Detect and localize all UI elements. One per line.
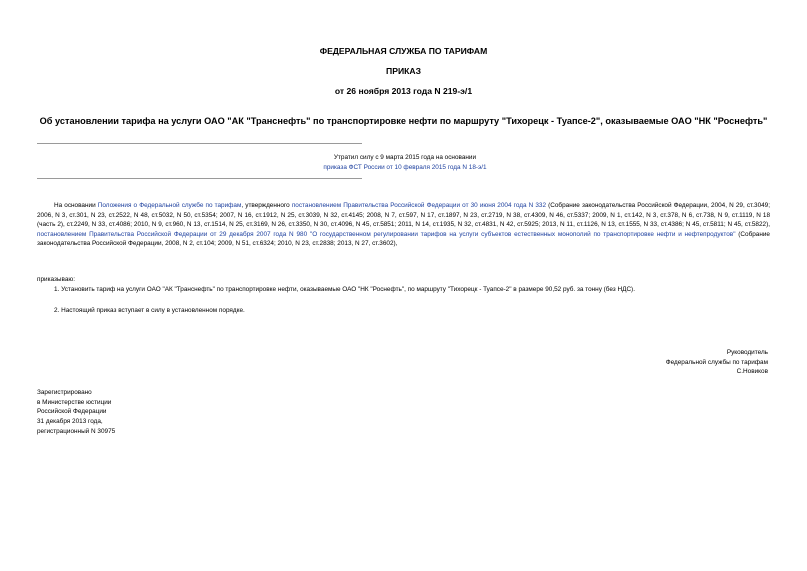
- bottom-divider: [37, 178, 362, 179]
- preamble-text-2: , утвержденного: [241, 202, 292, 209]
- document-type-heading: ПРИКАЗ: [386, 66, 421, 76]
- preamble-text-3: (Собрание законодательства Российской Федерации, 2004, N 29, ст.3049; 2006, N 3, ст.301, N 23, ст.2522, N 48, ст.5032, N 50, ст.5354; 2007, N 16, ст.1912, N 25, ст.3039, N 32, ст.4145; 2008, N 7, ст.597, N 17, ст.1897, N 23, ст.2719, N 38, ст.4309, N 46, ст.5337; 2009, N 1, ст.142, N 3, ст.378, N 6, ст.738, N 9, ст.1119, N 18 (часть 2), ст.2249, N 33, ст.4086; 2010, N 9, ст.960, N 13, ст.1514, N 25, ст.3169, N 26, ст.3350, N 30, ст.4096, N 45, ст.5851; 2011, N 14, ст.1935, N 32, ст.4831, N 42, ст.5925; 2013, N 11, ст.1126, N 13, ст.1555, N 33, ст.4386; N 45, ст.5811; N 45, ст.5822),: [37, 202, 771, 229]
- document-date-number: от 26 ноября 2013 года N 219-э/1: [334, 86, 473, 96]
- order-item-2: 2. Настоящий приказ вступает в силу в установленном порядке.: [54, 307, 245, 314]
- registration-line-3: Российской Федерации: [37, 408, 107, 416]
- registration-line-5: регистрационный N 30975: [37, 427, 116, 435]
- status-note-link[interactable]: приказа ФСТ России от 10 февраля 2015 года N 18-э/1: [323, 163, 487, 171]
- top-divider: [37, 143, 362, 144]
- document-title: Об установлении тарифа на услуги ОАО "АК "Транснефть" по транспортировке нефти по маршруту "Тихорецк - Туапсе-2", оказываемые ОАО "НК "Роснефть": [39, 116, 768, 126]
- link-regulation-fst[interactable]: Положения о Федеральной службе по тарифам: [97, 202, 242, 209]
- preamble-text-1: На основании: [54, 202, 98, 209]
- registration-line-4: 31 декабря 2013 года,: [37, 418, 103, 426]
- registration-block: [37, 388, 115, 437]
- order-item-1: 1. Установить тариф на услуги ОАО "АК "Транснефть" по транспортировке нефти, оказываемые ОАО "НК "Роснефть", по маршруту "Тихорецк - Туапсе-2" в размере 90,52 руб. за тонну (без НДС).: [54, 286, 635, 293]
- order-word: приказываю:: [37, 276, 75, 283]
- registration-line-1: Зарегистрировано: [37, 389, 92, 396]
- agency-heading: ФЕДЕРАЛЬНАЯ СЛУЖБА ПО ТАРИФАМ: [319, 46, 488, 56]
- preamble-text-4: (Собрание законодательства Российской Федерации, 2008, N 2, ст.104; 2009, N 51, ст.6324; 2010, N 23, ст.2838; 2013, N 27, ст.3602),: [37, 230, 770, 248]
- signature-name: С.Новиков: [736, 368, 768, 376]
- signature-organization: Федеральной службы по тарифам: [665, 358, 768, 366]
- status-note: [300, 153, 510, 172]
- link-decree-332[interactable]: постановлением Правительства Российской Федерации от 30 июня 2004 года N 332: [291, 202, 547, 209]
- registration-line-2: в Министерстве юстиции: [37, 398, 112, 406]
- signature-block: [666, 348, 768, 377]
- status-note-text: Утратил силу с 9 марта 2015 года на основании: [333, 154, 477, 161]
- link-decree-980[interactable]: постановлением Правительства Российской Федерации от 29 декабря 2007 года N 980 "О государственном регулировании тарифов на услуги субъектов естественных монополий по транспортировке нефти и нефтепродуктов": [37, 230, 736, 238]
- preamble-paragraph: [37, 201, 770, 249]
- signature-position: Руководитель: [726, 349, 768, 356]
